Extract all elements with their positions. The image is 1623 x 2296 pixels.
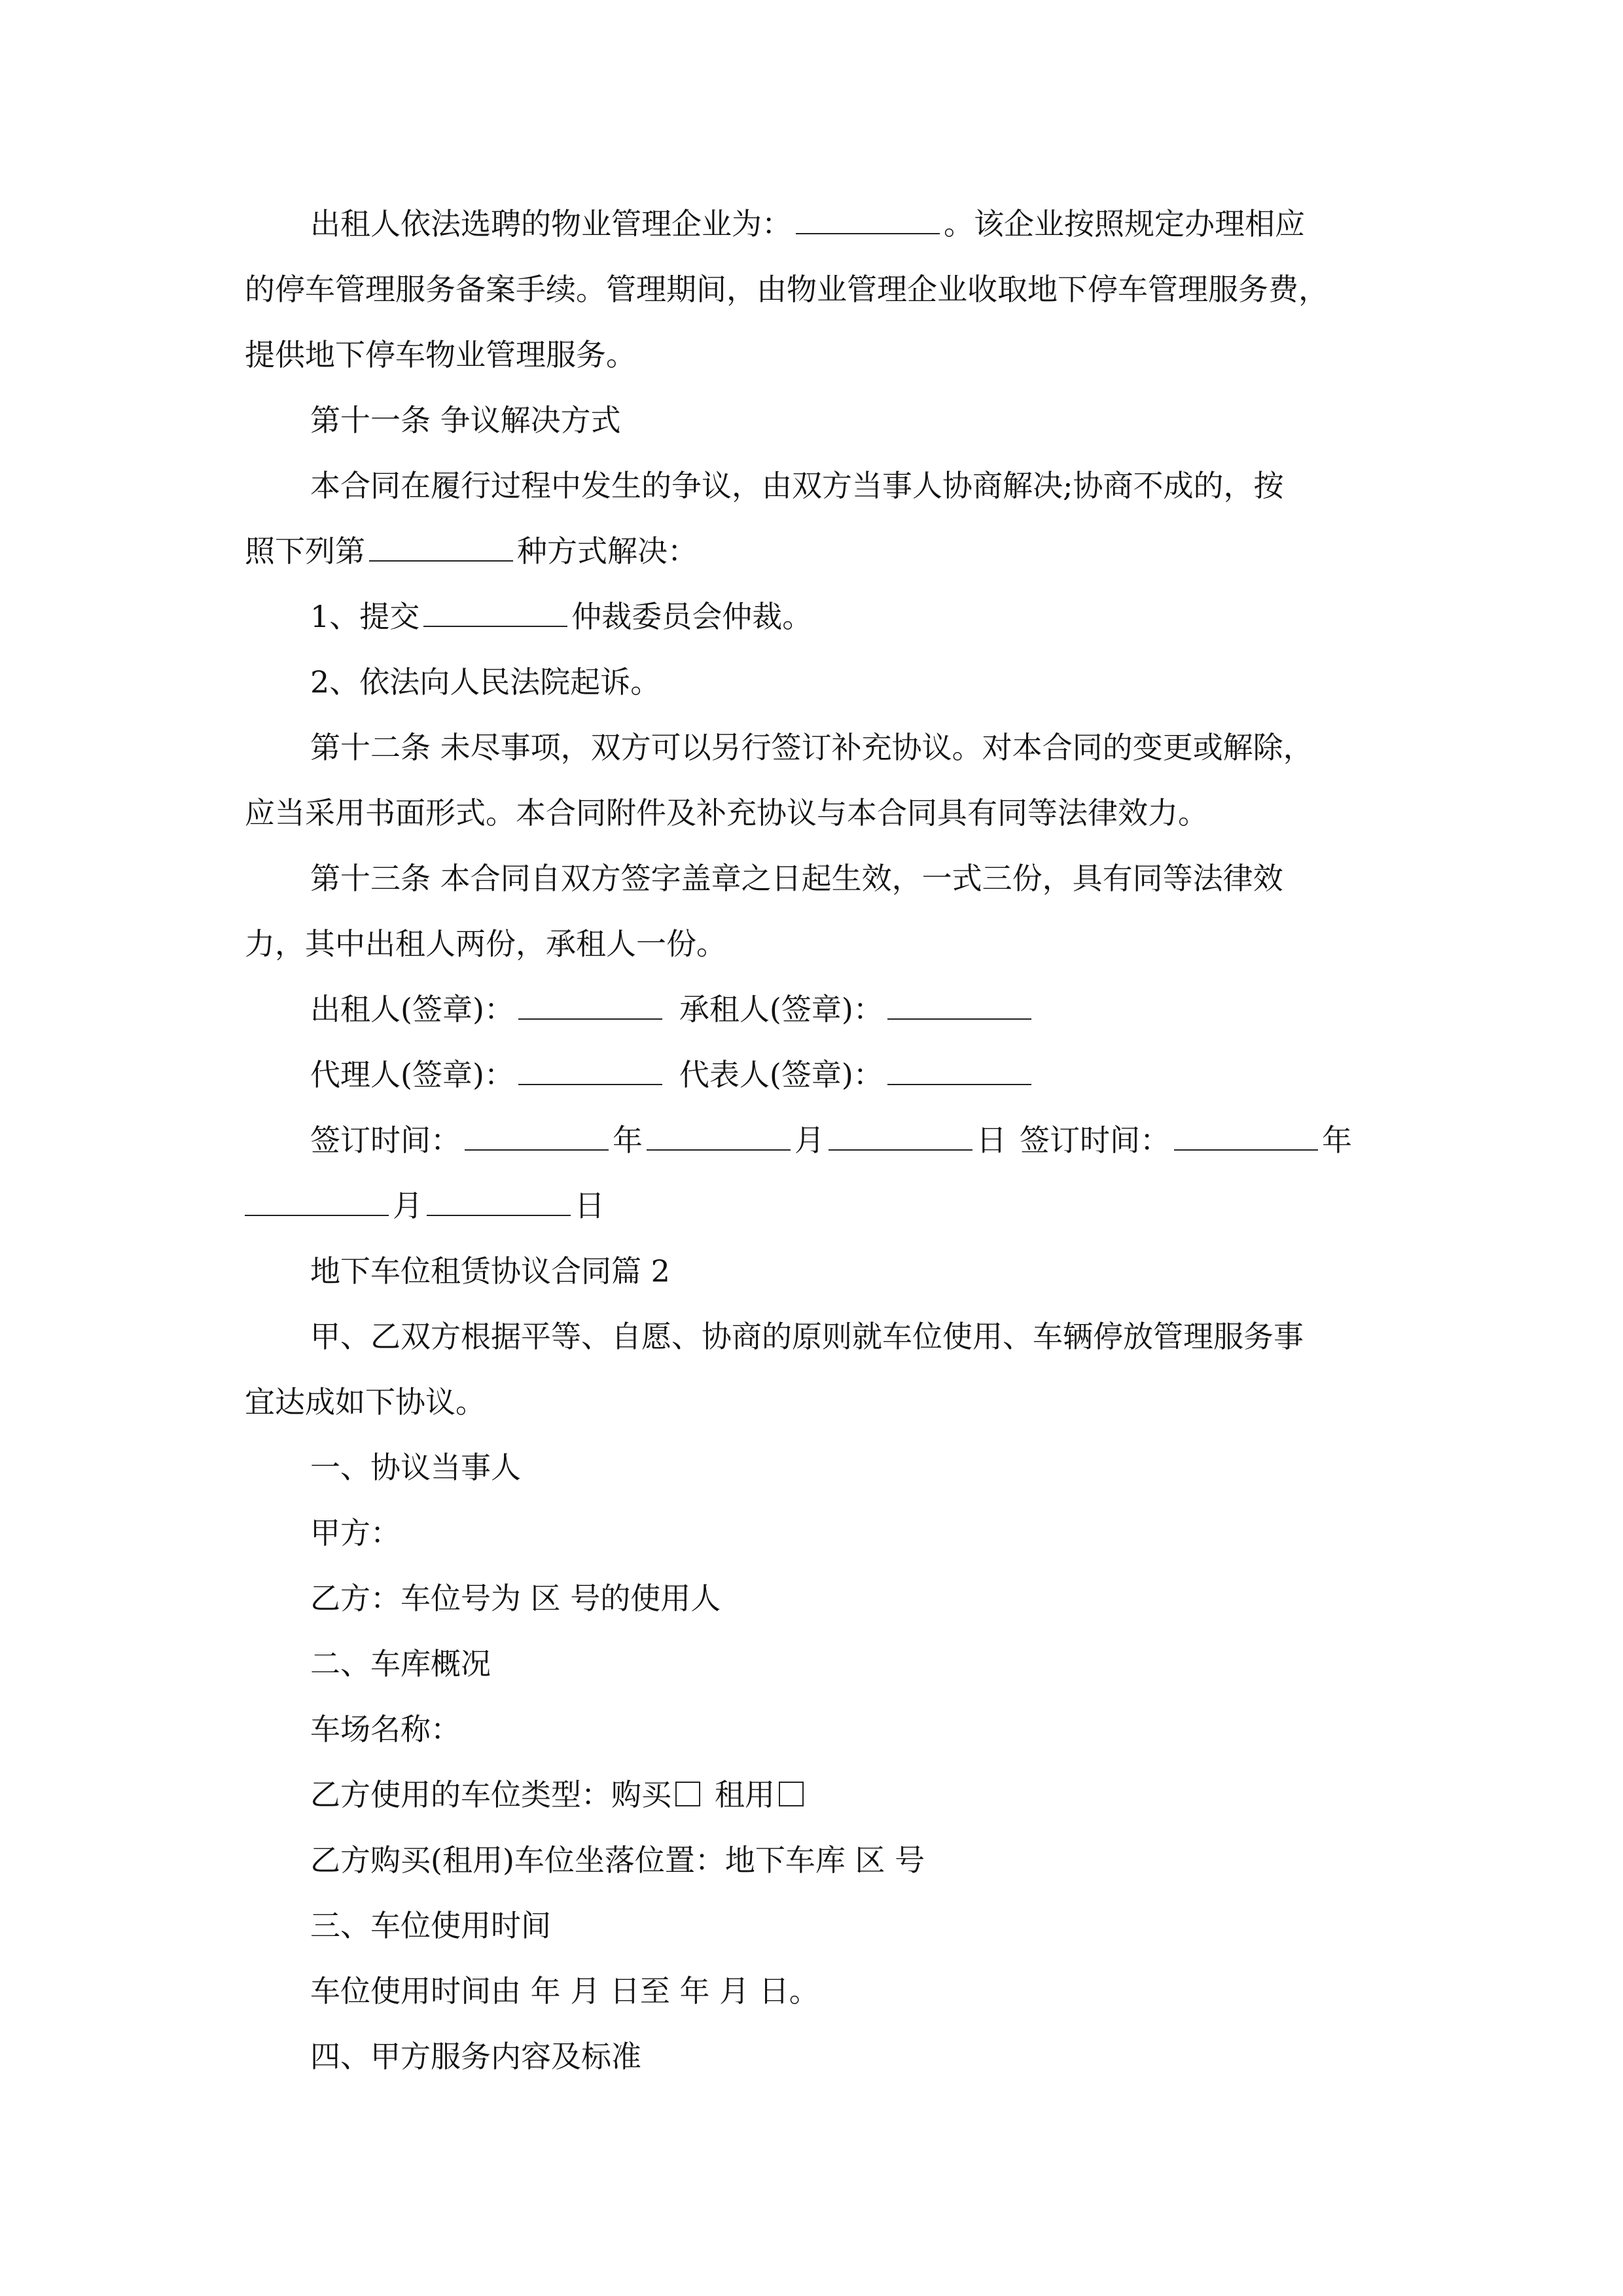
date-label: 签订时间： — [310, 1122, 461, 1158]
paragraph-line: 宜达成如下协议。 — [245, 1384, 486, 1420]
lessee-sign-label: 承租人(签章)： — [679, 992, 883, 1027]
section-4-heading: 四、甲方服务内容及标准 — [310, 2039, 641, 2074]
text: 出租人依法选聘的物业管理企业为： — [310, 206, 792, 242]
section-3-heading: 三、车位使用时间 — [310, 1908, 551, 1943]
text: 租用 — [715, 1777, 775, 1812]
article-13: 第十三条 本合同自双方签字盖章之日起生效，一式三份，具有同等法律效 — [310, 861, 1283, 896]
signature-row-1 — [245, 977, 1383, 1042]
party-a-line: 甲方： — [310, 1515, 401, 1551]
paragraph-line: 的停车管理服务备案手续。管理期间，由物业管理企业收取地下停车管理服务费， — [245, 272, 1329, 307]
year-label: 年 — [1322, 1122, 1352, 1158]
text: 1、提交 — [310, 599, 420, 634]
date-label: 签订时间： — [1020, 1122, 1170, 1158]
paragraph-line: 力，其中出租人两份，承租人一份。 — [245, 926, 726, 961]
fill-blank[interactable] — [423, 596, 567, 627]
use-time-line: 车位使用时间由 年 月 日至 年 月 日。 — [310, 1973, 819, 2009]
fill-blank[interactable] — [245, 1185, 389, 1216]
article-11-heading: 第十一条 争议解决方式 — [310, 403, 621, 438]
month-label: 月 — [794, 1122, 825, 1158]
document-body — [245, 191, 1383, 2089]
spot-type-line — [245, 1762, 1383, 1827]
day-label: 日 — [575, 1188, 605, 1223]
fill-blank[interactable] — [427, 1185, 571, 1216]
fill-blank[interactable] — [829, 1119, 972, 1151]
fill-blank[interactable] — [796, 203, 940, 234]
text: 仲裁委员会仲裁。 — [571, 599, 813, 634]
signing-date-row — [245, 1107, 1383, 1173]
text: 照下列第 — [245, 533, 365, 569]
fill-blank[interactable] — [647, 1119, 791, 1151]
purchase-checkbox[interactable] — [675, 1782, 700, 1806]
day-label: 日 — [976, 1122, 1007, 1158]
paragraph-line: 应当采用书面形式。本合同附件及补充协议与本合同具有同等法律效力。 — [245, 795, 1208, 831]
option-1 — [245, 584, 1383, 649]
fill-blank[interactable] — [1174, 1119, 1318, 1151]
lot-name-line: 车场名称： — [310, 1712, 461, 1747]
section-2-heading: 二、车库概况 — [310, 1646, 491, 1681]
contract-2-heading: 地下车位租赁协议合同篇 2 — [310, 1253, 670, 1289]
lessor-sign-label: 出租人(签章)： — [310, 992, 514, 1027]
fill-blank[interactable] — [518, 1054, 662, 1085]
party-b-line: 乙方：车位号为 区 号的使用人 — [310, 1581, 721, 1616]
signature-row-2 — [245, 1042, 1383, 1107]
fill-blank[interactable] — [369, 530, 513, 562]
text: 乙方使用的车位类型：购买 — [310, 1777, 671, 1812]
year-label: 年 — [613, 1122, 643, 1158]
month-label: 月 — [393, 1188, 423, 1223]
text: 。该企业按照规定办理相应 — [944, 206, 1305, 242]
agent-sign-label: 代理人(签章)： — [310, 1057, 514, 1092]
paragraph-line: 本合同在履行过程中发生的争议，由双方当事人协商解决;协商不成的，按 — [310, 468, 1284, 503]
representative-sign-label: 代表人(签章)： — [679, 1057, 883, 1092]
fill-blank[interactable] — [518, 988, 662, 1020]
paragraph-line: 甲、乙双方根据平等、自愿、协商的原则就车位使用、车辆停放管理服务事 — [310, 1319, 1304, 1354]
section-1-heading: 一、协议当事人 — [310, 1450, 521, 1485]
paragraph-line: 提供地下停车物业管理服务。 — [245, 337, 636, 372]
paragraph-line — [245, 518, 1383, 584]
fill-blank[interactable] — [465, 1119, 609, 1151]
signing-date-row-cont — [245, 1173, 1383, 1238]
paragraph-property-management — [245, 191, 1383, 257]
text: 种方式解决： — [517, 533, 698, 569]
article-12: 第十二条 未尽事项，双方可以另行签订补充协议。对本合同的变更或解除， — [310, 730, 1313, 765]
fill-blank[interactable] — [887, 988, 1031, 1020]
rent-checkbox[interactable] — [779, 1782, 804, 1806]
location-line: 乙方购买(租用)车位坐落位置：地下车库 区 号 — [310, 1842, 925, 1878]
option-2: 2、依法向人民法院起诉。 — [310, 664, 661, 700]
fill-blank[interactable] — [887, 1054, 1031, 1085]
